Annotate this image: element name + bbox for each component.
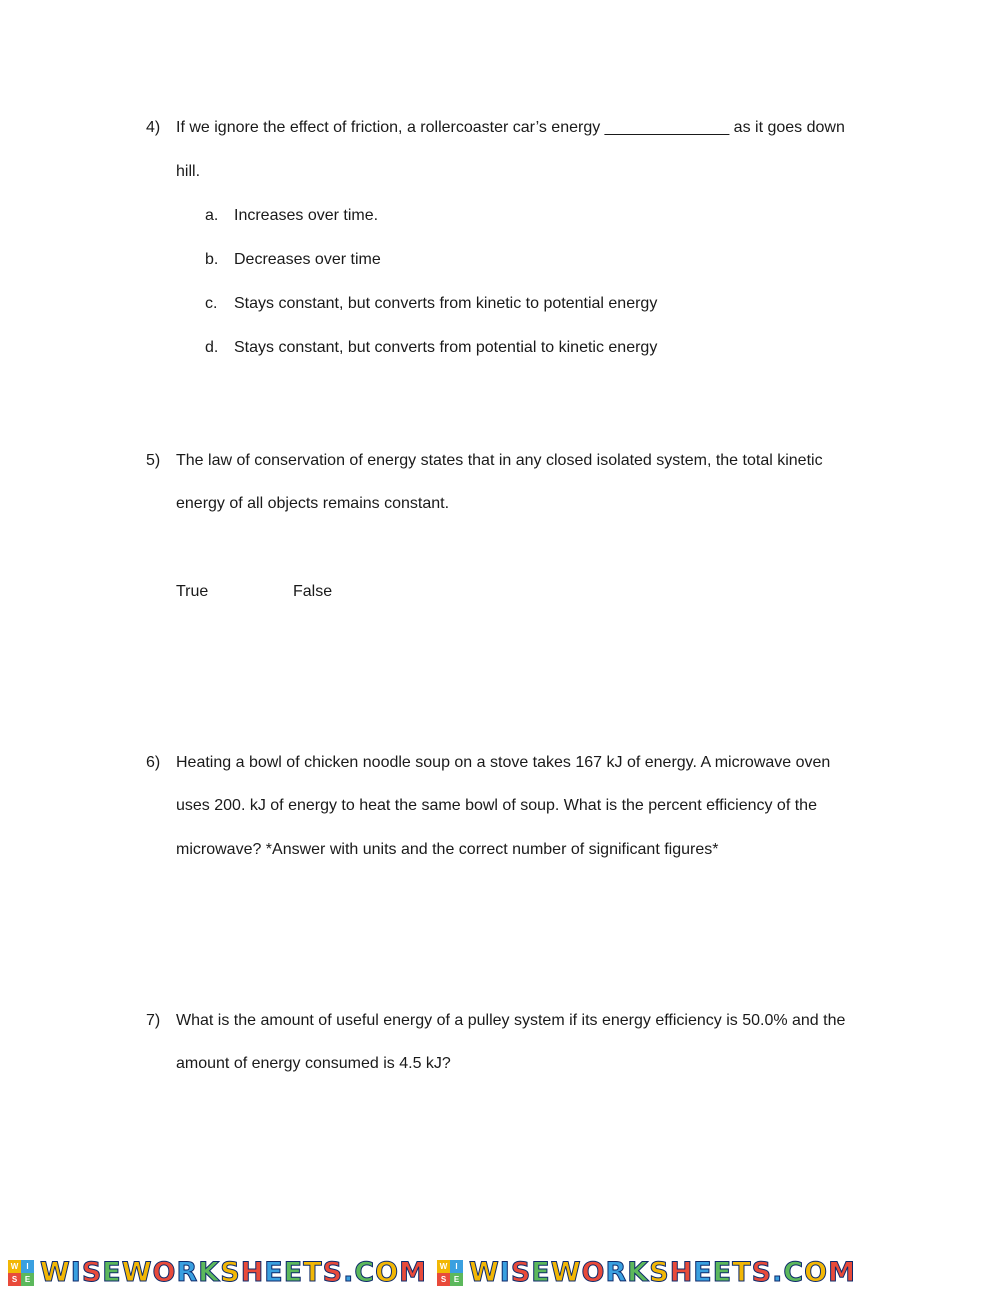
brand-letter: I xyxy=(70,1257,82,1288)
brand-letter: E xyxy=(693,1257,713,1288)
false-choice[interactable]: False xyxy=(293,583,333,600)
question-text: uses 200. kJ of energy to heat the same bowl of soup. What is the percent efficiency of the xyxy=(176,797,817,814)
brand-letter: H xyxy=(240,1257,265,1288)
brand-letter: H xyxy=(669,1257,694,1288)
question-text: microwave? *Answer with units and the correct number of significant figures* xyxy=(176,841,719,858)
option-letter: b. xyxy=(205,251,219,268)
brand-text xyxy=(469,1257,856,1288)
brand-letter: M xyxy=(399,1257,427,1288)
brand-watermark xyxy=(437,1254,856,1291)
brand-letter: M xyxy=(828,1257,856,1288)
brand-letter: O xyxy=(375,1257,400,1288)
brand-letter: . xyxy=(343,1257,355,1288)
brand-letter: K xyxy=(627,1257,650,1288)
brand-watermark xyxy=(8,1254,427,1291)
question-number: 4) xyxy=(146,119,161,136)
question-text: The law of conservation of energy states that in any closed isolated system, the total kinetic xyxy=(176,452,823,469)
brand-letter: E xyxy=(283,1257,304,1288)
option-text[interactable]: Decreases over time xyxy=(234,251,381,268)
question-number: 6) xyxy=(146,754,161,771)
brand-letter: E xyxy=(264,1257,284,1288)
option-letter: d. xyxy=(205,339,219,356)
brand-letter: S xyxy=(649,1257,670,1288)
brand-letter: T xyxy=(732,1257,752,1288)
question-number: 5) xyxy=(146,452,161,469)
question-text: If we ignore the effect of friction, a rollercoaster car’s energy ______________ as it goes down xyxy=(176,119,845,136)
brand-text xyxy=(40,1257,427,1288)
brand-letter: R xyxy=(176,1257,199,1288)
brand-logo-icon: W I S E xyxy=(437,1260,463,1286)
brand-logo-icon: W I S E xyxy=(8,1260,34,1286)
brand-letter: C xyxy=(783,1257,805,1288)
option-letter: a. xyxy=(205,207,219,224)
brand-letter: S xyxy=(220,1257,241,1288)
option-text[interactable]: Increases over time. xyxy=(234,207,379,224)
brand-letter: . xyxy=(772,1257,784,1288)
question-text: What is the amount of useful energy of a pulley system if its energy efficiency is 50.0% and the xyxy=(176,1012,846,1029)
question-text: hill. xyxy=(176,163,201,180)
option-text[interactable]: Stays constant, but converts from potential to kinetic energy xyxy=(234,339,658,356)
footer-brand-bar xyxy=(0,1254,1000,1291)
brand-letter: W xyxy=(121,1257,153,1288)
brand-letter: E xyxy=(712,1257,733,1288)
brand-letter: W xyxy=(550,1257,582,1288)
question-text: energy of all objects remains constant. xyxy=(176,495,450,512)
brand-letter: E xyxy=(102,1257,122,1288)
question-text: Heating a bowl of chicken noodle soup on a stove takes 167 kJ of energy. A microwave oven xyxy=(176,754,831,771)
brand-letter: S xyxy=(81,1257,103,1288)
brand-letter: I xyxy=(499,1257,511,1288)
option-letter: c. xyxy=(205,295,218,312)
brand-letter: T xyxy=(303,1257,323,1288)
brand-letter: O xyxy=(804,1257,829,1288)
brand-letter: S xyxy=(322,1257,344,1288)
question-text: amount of energy consumed is 4.5 kJ? xyxy=(176,1055,451,1072)
brand-letter: S xyxy=(751,1257,773,1288)
question-number: 7) xyxy=(146,1012,161,1029)
brand-letter: O xyxy=(152,1257,177,1288)
true-choice[interactable]: True xyxy=(176,583,209,600)
brand-letter: W xyxy=(40,1257,71,1288)
brand-letter: C xyxy=(354,1257,376,1288)
brand-letter: E xyxy=(531,1257,551,1288)
brand-letter: S xyxy=(510,1257,532,1288)
brand-letter: O xyxy=(581,1257,606,1288)
brand-letter: R xyxy=(605,1257,628,1288)
option-text[interactable]: Stays constant, but converts from kinetic to potential energy xyxy=(234,295,658,312)
brand-letter: K xyxy=(198,1257,221,1288)
brand-letter: W xyxy=(469,1257,500,1288)
